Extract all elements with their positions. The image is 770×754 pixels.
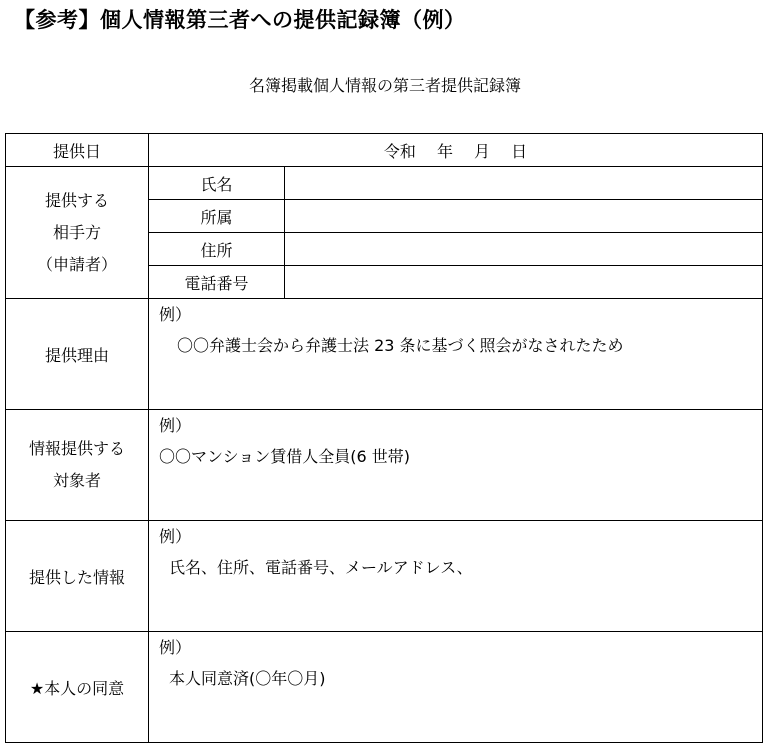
subjects-example-label: 例） — [159, 416, 192, 435]
recipient-address-label: 住所 — [149, 233, 285, 266]
recipient-phone-field[interactable] — [285, 266, 763, 299]
recipient-row-name — [6, 167, 763, 200]
info-text: 氏名、住所、電話番号、メールアドレス、 — [169, 558, 473, 577]
consent-row — [6, 632, 763, 743]
subjects-cell[interactable] — [149, 410, 763, 521]
info-row — [6, 521, 763, 632]
page-title: 【参考】個人情報第三者への提供記録簿（例） — [14, 8, 466, 32]
recipient-label — [6, 167, 149, 299]
recipient-label-line: （申請者） — [36, 254, 117, 274]
form-title: 名簿掲載個人情報の第三者提供記録簿 — [248, 76, 521, 95]
reason-label: 提供理由 — [6, 299, 149, 410]
date-value[interactable]: 令和 年 月 日 — [149, 134, 763, 167]
date-label: 提供日 — [6, 134, 149, 167]
recipient-label-line: 提供する — [44, 190, 109, 210]
consent-text: 本人同意済(〇年〇月) — [169, 669, 326, 688]
subjects-label-line: 対象者 — [52, 471, 101, 490]
subjects-label — [6, 410, 149, 521]
record-table — [5, 133, 763, 743]
info-label: 提供した情報 — [6, 521, 149, 632]
recipient-address-field[interactable] — [285, 233, 763, 266]
info-example-label: 例） — [159, 527, 192, 546]
subjects-text: 〇〇マンション賃借人全員(6 世帯) — [159, 447, 411, 466]
recipient-name-field[interactable] — [285, 167, 763, 200]
recipient-phone-label: 電話番号 — [149, 266, 285, 299]
consent-label: ★本人の同意 — [6, 632, 149, 743]
consent-cell[interactable] — [149, 632, 763, 743]
reason-text: 〇〇弁護士会から弁護士法 23 条に基づく照会がなされたため — [177, 336, 624, 355]
info-cell[interactable] — [149, 521, 763, 632]
consent-example-label: 例） — [159, 638, 192, 657]
recipient-label-line: 相手方 — [52, 222, 101, 242]
reason-cell[interactable] — [149, 299, 763, 410]
subjects-row — [6, 410, 763, 521]
recipient-affiliation-field[interactable] — [285, 200, 763, 233]
subjects-label-line: 情報提供する — [28, 439, 125, 458]
reason-row — [6, 299, 763, 410]
recipient-affiliation-label: 所属 — [149, 200, 285, 233]
recipient-name-label: 氏名 — [149, 167, 285, 200]
reason-example-label: 例） — [159, 305, 192, 324]
date-row — [6, 134, 763, 167]
